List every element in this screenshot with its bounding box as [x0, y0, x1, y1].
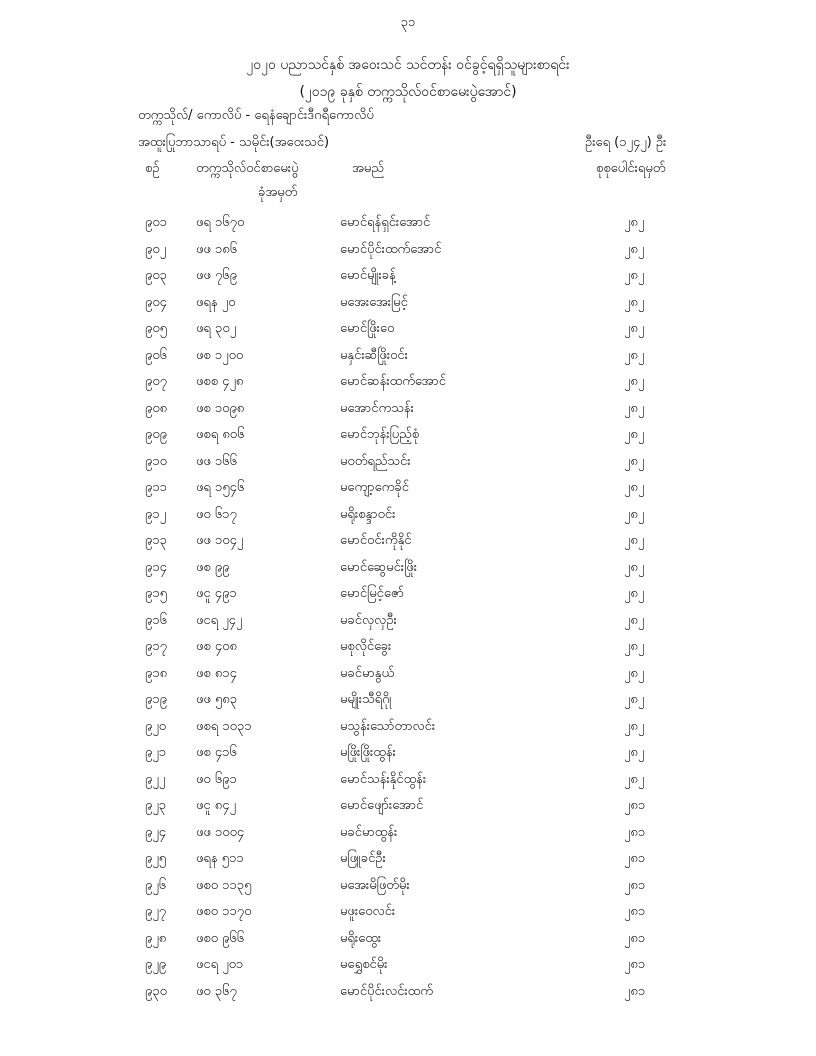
roll-number-cell: ဖစဝ ၁၁၃၅ [196, 877, 252, 893]
document-subtitle: (၂၀၁၉ ခုနှစ် တက္ကသိုလ်ဝင်စာမေးပွဲအောင်) [299, 84, 517, 100]
subject-line: အထူးပြုဘာသာရပ် - သမိုင်း(အဝေးသင်) [138, 135, 330, 150]
roll-number-cell: ဖရ ၁၅၄၆ [196, 480, 245, 495]
roll-number-cell: ဖဖ ၁၀၀၄ [196, 824, 245, 840]
table-row [0, 316, 816, 343]
table-row [0, 899, 816, 926]
marks-cell: ၂၈၂ [624, 374, 645, 389]
roll-number-cell: ဖဖ ၁၈၆ [196, 241, 238, 257]
table-row [0, 369, 816, 396]
marks-cell: ၂၈၂ [624, 612, 645, 628]
name-cell: မဖြိုးဖြိုးထွန်း [340, 745, 396, 760]
marks-cell: ၂၈၂ [624, 215, 645, 230]
serial-cell: ၉၁၅ [145, 586, 167, 601]
marks-cell: ၂၈၂ [624, 586, 645, 601]
serial-cell: ၉၂၆ [145, 877, 167, 893]
table-row [0, 528, 816, 555]
marks-cell: ၂၈၁ [624, 983, 646, 999]
marks-cell: ၂၈၂ [624, 559, 645, 575]
roll-number-cell: ဖရ ၃၀၂ [196, 321, 237, 336]
table-row [0, 502, 816, 529]
roll-number-cell: ဖစဝ ၁၁၇၀ [196, 904, 252, 919]
name-cell: မောင်ဝင်းကိုနိုင် [340, 533, 412, 548]
table-row [0, 290, 816, 317]
marks-cell: ၂၈၂ [624, 294, 645, 310]
name-cell: မဝတ်ရည်သင်း [340, 453, 411, 469]
roll-number-cell: ဖဖ ၇၆၉ [196, 268, 237, 283]
roll-number-cell: ဖစ ၁၂၀၀ [196, 347, 244, 363]
serial-cell: ၉၂၅ [145, 851, 167, 866]
name-cell: မခင်မာနွယ် [340, 665, 395, 681]
roll-number-cell: ဖစရ ၁၀၃၁ [196, 718, 252, 734]
serial-cell: ၉၁၂ [145, 506, 167, 522]
roll-number-cell: ဖရန ၂၀ [196, 294, 236, 310]
marks-cell: ၂၈၂ [624, 480, 645, 495]
roll-number-cell: ဖစရ ၈၀၆ [196, 427, 245, 442]
name-cell: မခင်လှလှဦး [340, 612, 397, 628]
serial-cell: ၉၀၃ [145, 268, 167, 283]
name-cell: မောင်ဆွေမင်းဖြိုး [340, 559, 418, 575]
serial-cell: ၉၀၉ [145, 427, 167, 442]
table-row [0, 634, 816, 661]
name-cell: မရိုးစန္ဒာဝင်း [340, 506, 396, 522]
name-cell: မသွန်းသော်တာလင်း [340, 718, 436, 734]
marks-cell: ၂၈၁ [624, 957, 646, 972]
name-cell: မောင်ဖြိုးဝေ [340, 321, 395, 336]
roll-number-cell: ဖဝ ၆၉၁ [196, 771, 237, 787]
column-header-name: အမည် [352, 161, 384, 176]
table-row [0, 979, 816, 1006]
marks-cell: ၂၈၁ [624, 904, 646, 919]
serial-cell: ၉၀၆ [145, 347, 167, 363]
table-row [0, 714, 816, 741]
table-row [0, 210, 816, 237]
serial-cell: ၉၂၉ [145, 957, 167, 972]
serial-cell: ၉၁၃ [145, 533, 167, 548]
marks-cell: ၂၈၂ [624, 771, 645, 787]
name-cell: မအောင်ကသန်း [340, 400, 414, 416]
roll-number-cell: ဖဝ ၆၁၇ [196, 506, 237, 522]
table-row [0, 661, 816, 688]
serial-cell: ၉၁၇ [145, 639, 167, 654]
column-header-roll: တက္ကသိုလ်ဝင်စာမေးပွဲ [196, 161, 299, 176]
serial-cell: ၉၂၄ [145, 824, 167, 840]
name-cell: မရိုးထွေး [340, 930, 382, 946]
serial-cell: ၉၀၁ [145, 215, 167, 230]
roll-number-cell: ဖစ ၄၀၈ [196, 639, 237, 654]
marks-cell: ၂၈၂ [624, 718, 645, 734]
serial-cell: ၉၂၁ [145, 745, 167, 760]
marks-cell: ၂၈၂ [624, 692, 645, 707]
marks-cell: ၂၈၂ [624, 506, 645, 522]
roll-number-cell: ဖစ ၉၉ [196, 559, 230, 575]
roll-number-cell: ဖရန ၅၁၁ [196, 851, 244, 866]
serial-cell: ၉၁၉ [145, 692, 167, 707]
table-row [0, 767, 816, 794]
serial-cell: ၉၀၈ [145, 400, 168, 416]
marks-cell: ၂၈၁ [624, 824, 646, 840]
table-row [0, 237, 816, 264]
serial-cell: ၉၁၁ [145, 480, 167, 495]
marks-cell: ၂၈၂ [624, 639, 645, 654]
table-row [0, 608, 816, 635]
name-cell: မောင်ပိုင်းလင်းထက် [340, 983, 433, 999]
serial-cell: ၉၁၀ [145, 453, 167, 469]
marks-cell: ၂၈၂ [624, 427, 645, 442]
marks-cell: ၂၈၂ [624, 533, 645, 548]
name-cell: မစုလိုင်ခွေး [340, 639, 392, 654]
name-cell: မောင်မြင့်ဇော် [340, 586, 404, 601]
marks-cell: ၂၈၁ [624, 851, 646, 866]
document-title: ၂၀၂၀ ပညာသင်နှစ် အဝေးသင် သင်တန်း ဝင်ခွင့်ရရှိသူများစာရင်း [246, 57, 570, 73]
name-cell: မနှင်းဆီဖြိုးဝင်း [340, 347, 408, 363]
serial-cell: ၉၂၀ [145, 718, 167, 734]
marks-cell: ၂၈၂ [624, 400, 645, 416]
marks-cell: ၂၈၁ [624, 798, 646, 813]
marks-cell: ၂၈၂ [624, 745, 645, 760]
marks-cell: ၂၈၂ [624, 321, 645, 336]
roll-number-cell: ဖစ ၄၁၆ [196, 745, 237, 760]
roll-number-cell: ဖစစ ၄၂၈ [196, 374, 244, 389]
roll-number-cell: ဖဖ ၅၈၃ [196, 692, 238, 707]
table-row [0, 581, 816, 608]
name-cell: မအေးအေးမြင့် [340, 294, 408, 310]
table-row [0, 449, 816, 476]
name-cell: မောင်သန်းနိုင်ထွန်း [340, 771, 427, 787]
serial-cell: ၉၀၂ [145, 241, 167, 257]
marks-cell: ၂၈၁ [624, 877, 646, 893]
table-row [0, 846, 816, 873]
name-cell: မောင်ရန်ရှင်းအောင် [340, 215, 431, 230]
serial-cell: ၉၀၇ [145, 374, 167, 389]
table-row [0, 343, 816, 370]
table-row [0, 952, 816, 979]
marks-cell: ၂၈၂ [624, 241, 645, 257]
serial-cell: ၉၀၅ [145, 321, 167, 336]
name-cell: မောင်မျိုးခန့် [340, 268, 396, 283]
serial-cell: ၉၃၀ [145, 983, 167, 999]
roll-number-cell: ဖဖ ၁၀၄၂ [196, 533, 244, 548]
name-cell: မမျိုးသီရိဂိုု [340, 692, 392, 707]
table-row [0, 873, 816, 900]
table-row [0, 820, 816, 847]
marks-cell: ၂၈၂ [624, 347, 645, 363]
table-row [0, 740, 816, 767]
table-row [0, 555, 816, 582]
table-row [0, 687, 816, 714]
serial-cell: ၉၂၂ [145, 771, 166, 787]
name-cell: မောင်ပိုင်းထက်အောင် [340, 241, 442, 257]
name-cell: မောင်ဆန်းထက်အောင် [340, 374, 446, 389]
column-header-serial: စဉ် [145, 161, 160, 176]
serial-cell: ၉၁၆ [145, 612, 167, 628]
name-cell: မရွှေစင်မိုး [340, 957, 388, 972]
serial-cell: ၉၂၈ [145, 930, 167, 946]
roll-number-cell: ဖဖ ၁၆၆ [196, 453, 237, 469]
roll-number-cell: ဖငူ ၈၄၂ [196, 798, 236, 813]
student-list [0, 210, 816, 1005]
serial-cell: ၉၂၇ [145, 904, 167, 919]
table-row [0, 926, 816, 953]
roll-number-cell: ဖငရ ၂၀၁ [196, 957, 244, 972]
roll-number-cell: ဖရ ၁၆၇၀ [196, 215, 245, 230]
column-header-total-marks: စုစုပေါင်းရမှတ် [596, 161, 666, 176]
name-cell: မအေးမိဖြတ်မိုး [340, 877, 410, 893]
roll-number-cell: ဖငရ ၂၄၂ [196, 612, 243, 628]
serial-cell: ၉၂၃ [145, 798, 167, 813]
roll-number-cell: ဖစ ၈၁၄ [196, 665, 237, 681]
table-row [0, 475, 816, 502]
table-row [0, 793, 816, 820]
name-cell: မကျော့ကေခိုင် [340, 480, 409, 495]
marks-cell: ၂၈၁ [624, 930, 646, 946]
roll-number-cell: ဖစ ၁၀၉၈ [196, 400, 245, 416]
marks-cell: ၂၈၂ [624, 268, 645, 283]
column-header-roll-sub: ခုံအမှတ် [258, 185, 298, 200]
roll-number-cell: ဖငူ ၄၉၁ [196, 586, 237, 601]
serial-cell: ၉၁၄ [145, 559, 167, 575]
roll-number-cell: ဖစဝ ၉၆၆ [196, 930, 245, 946]
serial-cell: ၉၀၄ [145, 294, 167, 310]
serial-cell: ၉၁၈ [145, 665, 168, 681]
marks-cell: ၂၈၂ [624, 665, 645, 681]
name-cell: မခင်မာထွန်း [340, 824, 398, 840]
table-row [0, 396, 816, 423]
name-cell: မောင်ဖျော်းအောင် [340, 798, 424, 813]
name-cell: မဖြူခင်ဦး [340, 851, 386, 866]
marks-cell: ၂၈၂ [624, 453, 645, 469]
table-row [0, 263, 816, 290]
roll-number-cell: ဖဝ ၃၆၇ [196, 983, 237, 999]
department-line: တက္ကသိုလ်/ ကောလိပ် - ရေနံချောင်းဒီဂရီကောလိပ် [138, 108, 374, 123]
table-row [0, 422, 816, 449]
name-cell: မောင်ဘုန်းပြည့်စုံ [340, 427, 420, 442]
page-number: ၃၁ [400, 15, 416, 30]
total-count: ဦးရေ (၁၂၄၂) ဦး [585, 135, 667, 150]
name-cell: မဖူးဝေလင်း [340, 904, 396, 919]
